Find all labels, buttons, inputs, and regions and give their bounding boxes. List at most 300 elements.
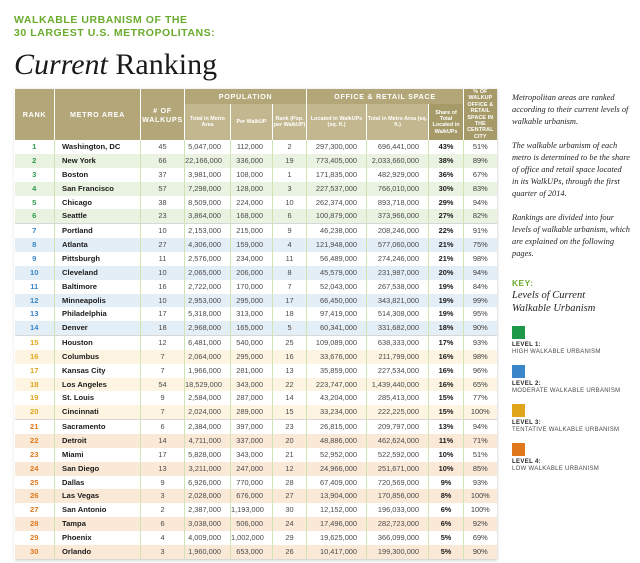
or-total-metro-cell: 209,797,000 xyxy=(367,420,429,434)
legend-item-level-2 xyxy=(512,365,630,394)
num-walkups-cell: 6 xyxy=(141,517,185,531)
pop-total-metro-cell: 2,584,000 xyxy=(185,391,231,405)
pop-per-walkup-cell: 1,193,000 xyxy=(231,503,273,517)
central-city-cell: 89% xyxy=(464,154,497,168)
sidebar-paragraph-3: Rankings are divided into four levels of walkable urbanism, which are explained on the following pages. xyxy=(512,212,630,259)
pop-total-metro-cell: 6,926,000 xyxy=(185,476,231,490)
share-located-walkups-cell: 21% xyxy=(429,252,464,266)
num-walkups-cell: 11 xyxy=(141,252,185,266)
legend-swatch-icon xyxy=(512,443,525,456)
or-total-metro-cell: 638,333,000 xyxy=(367,336,429,350)
rank-cell: 12 xyxy=(15,294,55,308)
rank-cell: 2 xyxy=(15,154,55,168)
sidebar xyxy=(512,92,630,482)
col-central-city[interactable]: % OF WALKUP OFFICE & RETAIL SPACE IN THE CENTRAL CITY xyxy=(464,89,497,140)
legend-level-description: TENTATIVE WALKABLE URBANISM xyxy=(512,427,620,434)
pop-rank-cell: 2 xyxy=(273,140,307,154)
or-total-metro-cell: 366,099,000 xyxy=(367,531,429,545)
key-subtitle-line-1: Levels of Current xyxy=(512,290,586,302)
num-walkups-cell: 16 xyxy=(141,280,185,294)
table-row[interactable] xyxy=(15,378,497,392)
legend-item-level-4 xyxy=(512,443,630,472)
central-city-cell: 77% xyxy=(464,391,497,405)
central-city-cell: 75% xyxy=(464,238,497,252)
pop-per-walkup-cell: 770,000 xyxy=(231,476,273,490)
or-total-metro-cell: 211,799,000 xyxy=(367,350,429,364)
pop-rank-cell: 22 xyxy=(273,378,307,392)
central-city-cell: 96% xyxy=(464,364,497,378)
or-total-metro-cell: 251,671,000 xyxy=(367,462,429,476)
num-walkups-cell: 10 xyxy=(141,266,185,280)
pop-rank-cell: 1 xyxy=(273,168,307,182)
pop-rank-cell: 14 xyxy=(273,391,307,405)
table-row[interactable] xyxy=(15,476,497,490)
pop-total-metro-cell: 8,509,000 xyxy=(185,196,231,210)
table-row[interactable] xyxy=(15,196,497,210)
num-walkups-cell: 7 xyxy=(141,350,185,364)
pop-total-metro-cell: 7,298,000 xyxy=(185,182,231,196)
pop-total-metro-cell: 4,009,000 xyxy=(185,531,231,545)
table-row[interactable] xyxy=(15,321,497,335)
table-row[interactable] xyxy=(15,462,497,476)
pop-per-walkup-cell: 540,000 xyxy=(231,336,273,350)
or-total-metro-cell: 893,718,000 xyxy=(367,196,429,210)
share-located-walkups-cell: 16% xyxy=(429,364,464,378)
located-in-walkups-cell: 100,879,000 xyxy=(307,209,367,223)
pop-per-walkup-cell: 295,000 xyxy=(231,294,273,308)
pop-total-metro-cell: 2,028,000 xyxy=(185,489,231,503)
rank-cell: 14 xyxy=(15,321,55,335)
or-total-metro-cell: 482,929,000 xyxy=(367,168,429,182)
located-in-walkups-cell: 773,405,000 xyxy=(307,154,367,168)
table-row[interactable] xyxy=(15,391,497,405)
pop-rank-cell: 17 xyxy=(273,294,307,308)
pop-total-metro-cell: 2,953,000 xyxy=(185,294,231,308)
metro-area-cell: New York xyxy=(55,154,141,168)
table-row[interactable] xyxy=(15,364,497,378)
pop-per-walkup-cell: 289,000 xyxy=(231,405,273,419)
rank-cell: 17 xyxy=(15,364,55,378)
num-walkups-cell: 7 xyxy=(141,364,185,378)
share-located-walkups-cell: 36% xyxy=(429,168,464,182)
central-city-cell: 95% xyxy=(464,307,497,321)
central-city-cell: 93% xyxy=(464,336,497,350)
share-located-walkups-cell: 5% xyxy=(429,531,464,545)
metro-area-cell: Miami xyxy=(55,448,141,462)
or-total-metro-cell: 514,308,000 xyxy=(367,307,429,321)
share-located-walkups-cell: 16% xyxy=(429,378,464,392)
pop-rank-cell: 16 xyxy=(273,350,307,364)
central-city-cell: 67% xyxy=(464,168,497,182)
metro-area-cell: Phoenix xyxy=(55,531,141,545)
pop-rank-cell: 18 xyxy=(273,307,307,321)
table-row[interactable] xyxy=(15,209,497,223)
key-subtitle-line-2: Walkable Urbanism xyxy=(512,302,596,314)
or-total-metro-cell: 462,624,000 xyxy=(367,434,429,448)
located-in-walkups-cell: 12,152,000 xyxy=(307,503,367,517)
sidebar-paragraph-2: The walkable urbanism of each metro is determined to be the share of office and retail space located in its WalkUPs, through the first quarter of 2014. xyxy=(512,140,631,199)
table-row[interactable] xyxy=(15,434,497,448)
metro-area-cell: Cleveland xyxy=(55,266,141,280)
num-walkups-cell: 14 xyxy=(141,434,185,448)
located-in-walkups-cell: 48,886,000 xyxy=(307,434,367,448)
table-row[interactable] xyxy=(15,182,497,196)
located-in-walkups-cell: 10,417,000 xyxy=(307,545,367,559)
num-walkups-cell: 23 xyxy=(141,209,185,223)
or-total-metro-cell: 696,441,000 xyxy=(367,140,429,154)
table-row[interactable] xyxy=(15,517,497,531)
num-walkups-cell: 3 xyxy=(141,545,185,559)
located-in-walkups-cell: 26,815,000 xyxy=(307,420,367,434)
central-city-cell: 100% xyxy=(464,503,497,517)
pop-per-walkup-cell: 336,000 xyxy=(231,154,273,168)
num-walkups-cell: 37 xyxy=(141,168,185,182)
rank-cell: 9 xyxy=(15,252,55,266)
central-city-cell: 94% xyxy=(464,266,497,280)
share-located-walkups-cell: 27% xyxy=(429,209,464,223)
col-pop-per-walkup[interactable]: Per WalkUP xyxy=(231,104,273,140)
pop-total-metro-cell: 2,065,000 xyxy=(185,266,231,280)
pop-total-metro-cell: 2,384,000 xyxy=(185,420,231,434)
pop-rank-cell: 25 xyxy=(273,336,307,350)
central-city-cell: 84% xyxy=(464,280,497,294)
pop-total-metro-cell: 5,047,000 xyxy=(185,140,231,154)
pop-per-walkup-cell: 170,000 xyxy=(231,280,273,294)
table-row[interactable] xyxy=(15,420,497,434)
located-in-walkups-cell: 33,234,000 xyxy=(307,405,367,419)
legend-level-title: LEVEL 4: xyxy=(512,459,542,466)
share-located-walkups-cell: 16% xyxy=(429,350,464,364)
pop-rank-cell: 4 xyxy=(273,238,307,252)
central-city-cell: 85% xyxy=(464,462,497,476)
metro-area-cell: Minneapolis xyxy=(55,294,141,308)
rank-cell: 19 xyxy=(15,391,55,405)
central-city-cell: 51% xyxy=(464,448,497,462)
located-in-walkups-cell: 66,450,000 xyxy=(307,294,367,308)
pop-per-walkup-cell: 206,000 xyxy=(231,266,273,280)
pop-total-metro-cell: 2,968,000 xyxy=(185,321,231,335)
table-row[interactable] xyxy=(15,168,497,182)
rank-cell: 7 xyxy=(15,224,55,238)
share-located-walkups-cell: 18% xyxy=(429,321,464,335)
rank-cell: 28 xyxy=(15,517,55,531)
pop-total-metro-cell: 2,153,000 xyxy=(185,224,231,238)
metro-area-cell: Dallas xyxy=(55,476,141,490)
rank-cell: 1 xyxy=(15,140,55,154)
table-row[interactable] xyxy=(15,405,497,419)
or-total-metro-cell: 720,569,000 xyxy=(367,476,429,490)
located-in-walkups-cell: 60,341,000 xyxy=(307,321,367,335)
pop-rank-cell: 10 xyxy=(273,196,307,210)
num-walkups-cell: 27 xyxy=(141,238,185,252)
col-metro-area[interactable]: METRO AREA xyxy=(55,89,141,140)
pop-rank-cell: 8 xyxy=(273,266,307,280)
central-city-cell: 65% xyxy=(464,378,497,392)
central-city-cell: 100% xyxy=(464,489,497,503)
located-in-walkups-cell: 223,747,000 xyxy=(307,378,367,392)
located-in-walkups-cell: 97,419,000 xyxy=(307,307,367,321)
share-located-walkups-cell: 10% xyxy=(429,448,464,462)
key-subtitle xyxy=(512,290,630,315)
share-located-walkups-cell: 8% xyxy=(429,489,464,503)
legend-level-title: LEVEL 2: xyxy=(512,381,542,388)
page-title-roman: Ranking xyxy=(115,48,218,81)
rank-cell: 10 xyxy=(15,266,55,280)
pop-per-walkup-cell: 676,000 xyxy=(231,489,273,503)
table-row[interactable] xyxy=(15,503,497,517)
pop-rank-cell: 21 xyxy=(273,448,307,462)
pop-total-metro-cell: 4,306,000 xyxy=(185,238,231,252)
rank-cell: 4 xyxy=(15,182,55,196)
col-located-in-walkups[interactable]: Located in WalkUPs (sq. ft.) xyxy=(307,104,367,140)
pop-total-metro-cell: 22,166,000 xyxy=(185,154,231,168)
rank-cell: 23 xyxy=(15,448,55,462)
table-row[interactable] xyxy=(15,252,497,266)
central-city-cell: 100% xyxy=(464,405,497,419)
central-city-cell: 98% xyxy=(464,350,497,364)
pop-rank-cell: 26 xyxy=(273,545,307,559)
num-walkups-cell: 13 xyxy=(141,462,185,476)
col-pop-rank[interactable]: Rank (Pop. per WalkUP) xyxy=(273,104,307,140)
key-label: KEY: xyxy=(512,278,534,289)
pop-per-walkup-cell: 234,000 xyxy=(231,252,273,266)
central-city-cell: 82% xyxy=(464,209,497,223)
pop-rank-cell: 27 xyxy=(273,489,307,503)
pop-per-walkup-cell: 168,000 xyxy=(231,209,273,223)
rank-cell: 30 xyxy=(15,545,55,559)
or-total-metro-cell: 208,246,000 xyxy=(367,224,429,238)
pop-total-metro-cell: 18,529,000 xyxy=(185,378,231,392)
rank-cell: 8 xyxy=(15,238,55,252)
located-in-walkups-cell: 52,043,000 xyxy=(307,280,367,294)
table-row[interactable] xyxy=(15,238,497,252)
table-row[interactable] xyxy=(15,154,497,168)
group-office-retail: OFFICE & RETAIL SPACE xyxy=(307,89,464,104)
num-walkups-cell: 7 xyxy=(141,405,185,419)
num-walkups-cell: 2 xyxy=(141,503,185,517)
share-located-walkups-cell: 19% xyxy=(429,307,464,321)
num-walkups-cell: 10 xyxy=(141,294,185,308)
or-total-metro-cell: 196,033,000 xyxy=(367,503,429,517)
share-located-walkups-cell: 21% xyxy=(429,238,464,252)
located-in-walkups-cell: 33,676,000 xyxy=(307,350,367,364)
share-located-walkups-cell: 11% xyxy=(429,434,464,448)
pop-rank-cell: 13 xyxy=(273,364,307,378)
pop-per-walkup-cell: 165,000 xyxy=(231,321,273,335)
pop-per-walkup-cell: 313,000 xyxy=(231,307,273,321)
central-city-cell: 90% xyxy=(464,545,497,559)
legend-level-description: HIGH WALKABLE URBANISM xyxy=(512,349,601,356)
legend-swatch-icon xyxy=(512,326,525,339)
legend xyxy=(512,326,630,472)
or-total-metro-cell: 522,592,000 xyxy=(367,448,429,462)
pop-rank-cell: 19 xyxy=(273,154,307,168)
rank-cell: 5 xyxy=(15,196,55,210)
central-city-cell: 98% xyxy=(464,252,497,266)
pop-total-metro-cell: 5,828,000 xyxy=(185,448,231,462)
num-walkups-cell: 3 xyxy=(141,489,185,503)
kicker-line-2: 30 LARGEST U.S. METROPOLITANS: xyxy=(14,27,216,39)
pop-total-metro-cell: 5,318,000 xyxy=(185,307,231,321)
legend-item-level-1 xyxy=(512,326,630,355)
pop-per-walkup-cell: 343,000 xyxy=(231,378,273,392)
group-population: POPULATION xyxy=(185,89,307,104)
central-city-cell: 90% xyxy=(464,321,497,335)
metro-area-cell: Atlanta xyxy=(55,238,141,252)
rank-cell: 3 xyxy=(15,168,55,182)
pop-total-metro-cell: 1,960,000 xyxy=(185,545,231,559)
rank-cell: 27 xyxy=(15,503,55,517)
central-city-cell: 91% xyxy=(464,224,497,238)
pop-rank-cell: 29 xyxy=(273,531,307,545)
pop-rank-cell: 28 xyxy=(273,476,307,490)
pop-total-metro-cell: 2,576,000 xyxy=(185,252,231,266)
central-city-cell: 99% xyxy=(464,294,497,308)
pop-rank-cell: 5 xyxy=(273,321,307,335)
pop-per-walkup-cell: 295,000 xyxy=(231,350,273,364)
num-walkups-cell: 9 xyxy=(141,391,185,405)
or-total-metro-cell: 766,010,000 xyxy=(367,182,429,196)
pop-per-walkup-cell: 108,000 xyxy=(231,168,273,182)
table-row[interactable] xyxy=(15,224,497,238)
col-share-located-walkups[interactable]: Share of Total Located in WalkUPs xyxy=(429,104,464,140)
pop-rank-cell: 15 xyxy=(273,405,307,419)
share-located-walkups-cell: 19% xyxy=(429,294,464,308)
share-located-walkups-cell: 38% xyxy=(429,154,464,168)
table-row[interactable] xyxy=(15,545,497,559)
legend-swatch-icon xyxy=(512,365,525,378)
central-city-cell: 94% xyxy=(464,420,497,434)
pop-total-metro-cell: 2,722,000 xyxy=(185,280,231,294)
or-total-metro-cell: 222,225,000 xyxy=(367,405,429,419)
or-total-metro-cell: 170,856,000 xyxy=(367,489,429,503)
metro-area-cell: Boston xyxy=(55,168,141,182)
metro-area-cell: Tampa xyxy=(55,517,141,531)
num-walkups-cell: 66 xyxy=(141,154,185,168)
pop-per-walkup-cell: 224,000 xyxy=(231,196,273,210)
pop-per-walkup-cell: 215,000 xyxy=(231,224,273,238)
located-in-walkups-cell: 262,374,000 xyxy=(307,196,367,210)
located-in-walkups-cell: 52,952,000 xyxy=(307,448,367,462)
col-num-walkups[interactable]: # OF WALKUPS xyxy=(141,89,185,140)
table-row[interactable] xyxy=(15,489,497,503)
rank-cell: 6 xyxy=(15,209,55,223)
table-row[interactable] xyxy=(15,350,497,364)
legend-swatch-icon xyxy=(512,404,525,417)
table-row[interactable] xyxy=(15,531,497,545)
rank-cell: 29 xyxy=(15,531,55,545)
share-located-walkups-cell: 43% xyxy=(429,140,464,154)
located-in-walkups-cell: 297,300,000 xyxy=(307,140,367,154)
num-walkups-cell: 38 xyxy=(141,196,185,210)
central-city-cell: 93% xyxy=(464,476,497,490)
pop-per-walkup-cell: 112,000 xyxy=(231,140,273,154)
metro-area-cell: Portland xyxy=(55,224,141,238)
pop-total-metro-cell: 2,064,000 xyxy=(185,350,231,364)
share-located-walkups-cell: 9% xyxy=(429,476,464,490)
or-total-metro-cell: 227,534,000 xyxy=(367,364,429,378)
metro-area-cell: San Antonio xyxy=(55,503,141,517)
table-row[interactable] xyxy=(15,266,497,280)
share-located-walkups-cell: 29% xyxy=(429,196,464,210)
table-row[interactable] xyxy=(15,280,497,294)
metro-area-cell: Orlando xyxy=(55,545,141,559)
or-total-metro-cell: 2,033,660,000 xyxy=(367,154,429,168)
num-walkups-cell: 17 xyxy=(141,448,185,462)
metro-area-cell: Detroit xyxy=(55,434,141,448)
legend-level-description: MODERATE WALKABLE URBANISM xyxy=(512,388,621,395)
table-head xyxy=(15,89,497,140)
rank-cell: 16 xyxy=(15,350,55,364)
table-row[interactable] xyxy=(15,294,497,308)
table-body xyxy=(15,140,497,558)
pop-total-metro-cell: 6,481,000 xyxy=(185,336,231,350)
col-or-total-metro[interactable]: Total in Metro Area (sq. ft.) xyxy=(367,104,429,140)
col-pop-total-metro[interactable]: Total in Metro Area xyxy=(185,104,231,140)
located-in-walkups-cell: 121,948,000 xyxy=(307,238,367,252)
share-located-walkups-cell: 6% xyxy=(429,503,464,517)
or-total-metro-cell: 343,821,000 xyxy=(367,294,429,308)
pop-rank-cell: 9 xyxy=(273,224,307,238)
located-in-walkups-cell: 109,089,000 xyxy=(307,336,367,350)
pop-per-walkup-cell: 128,000 xyxy=(231,182,273,196)
table-row[interactable] xyxy=(15,448,497,462)
pop-rank-cell: 24 xyxy=(273,517,307,531)
kicker-line-1: WALKABLE URBANISM OF THE xyxy=(14,14,188,26)
rank-cell: 18 xyxy=(15,378,55,392)
metro-area-cell: Los Angeles xyxy=(55,378,141,392)
table-row[interactable] xyxy=(15,307,497,321)
pop-per-walkup-cell: 1,002,000 xyxy=(231,531,273,545)
legend-level-title: LEVEL 3: xyxy=(512,420,542,427)
metro-area-cell: Sacramento xyxy=(55,420,141,434)
share-located-walkups-cell: 15% xyxy=(429,405,464,419)
pop-rank-cell: 23 xyxy=(273,420,307,434)
located-in-walkups-cell: 227,537,000 xyxy=(307,182,367,196)
table-row[interactable] xyxy=(15,140,497,154)
header-group-row xyxy=(15,89,497,104)
table-row[interactable] xyxy=(15,336,497,350)
num-walkups-cell: 10 xyxy=(141,224,185,238)
or-total-metro-cell: 231,987,000 xyxy=(367,266,429,280)
legend-level-title: LEVEL 1: xyxy=(512,342,542,349)
pop-rank-cell: 12 xyxy=(273,462,307,476)
or-total-metro-cell: 577,060,000 xyxy=(367,238,429,252)
pop-total-metro-cell: 1,966,000 xyxy=(185,364,231,378)
col-rank[interactable]: RANK xyxy=(15,89,55,140)
or-total-metro-cell: 282,723,000 xyxy=(367,517,429,531)
metro-area-cell: St. Louis xyxy=(55,391,141,405)
located-in-walkups-cell: 43,204,000 xyxy=(307,391,367,405)
sidebar-paragraph-1: Metropolitan areas are ranked according to their current levels of walkable urbanism. xyxy=(512,93,629,127)
located-in-walkups-cell: 24,966,000 xyxy=(307,462,367,476)
metro-area-cell: Columbus xyxy=(55,350,141,364)
num-walkups-cell: 6 xyxy=(141,420,185,434)
located-in-walkups-cell: 46,238,000 xyxy=(307,224,367,238)
page-title-italic: Current xyxy=(14,48,108,81)
central-city-cell: 92% xyxy=(464,517,497,531)
share-located-walkups-cell: 20% xyxy=(429,266,464,280)
share-located-walkups-cell: 10% xyxy=(429,462,464,476)
share-located-walkups-cell: 19% xyxy=(429,280,464,294)
share-located-walkups-cell: 15% xyxy=(429,391,464,405)
pop-total-metro-cell: 3,211,000 xyxy=(185,462,231,476)
central-city-cell: 94% xyxy=(464,196,497,210)
pop-per-walkup-cell: 281,000 xyxy=(231,364,273,378)
pop-rank-cell: 6 xyxy=(273,209,307,223)
ranking-table-wrapper xyxy=(14,89,496,559)
metro-area-cell: Denver xyxy=(55,321,141,335)
